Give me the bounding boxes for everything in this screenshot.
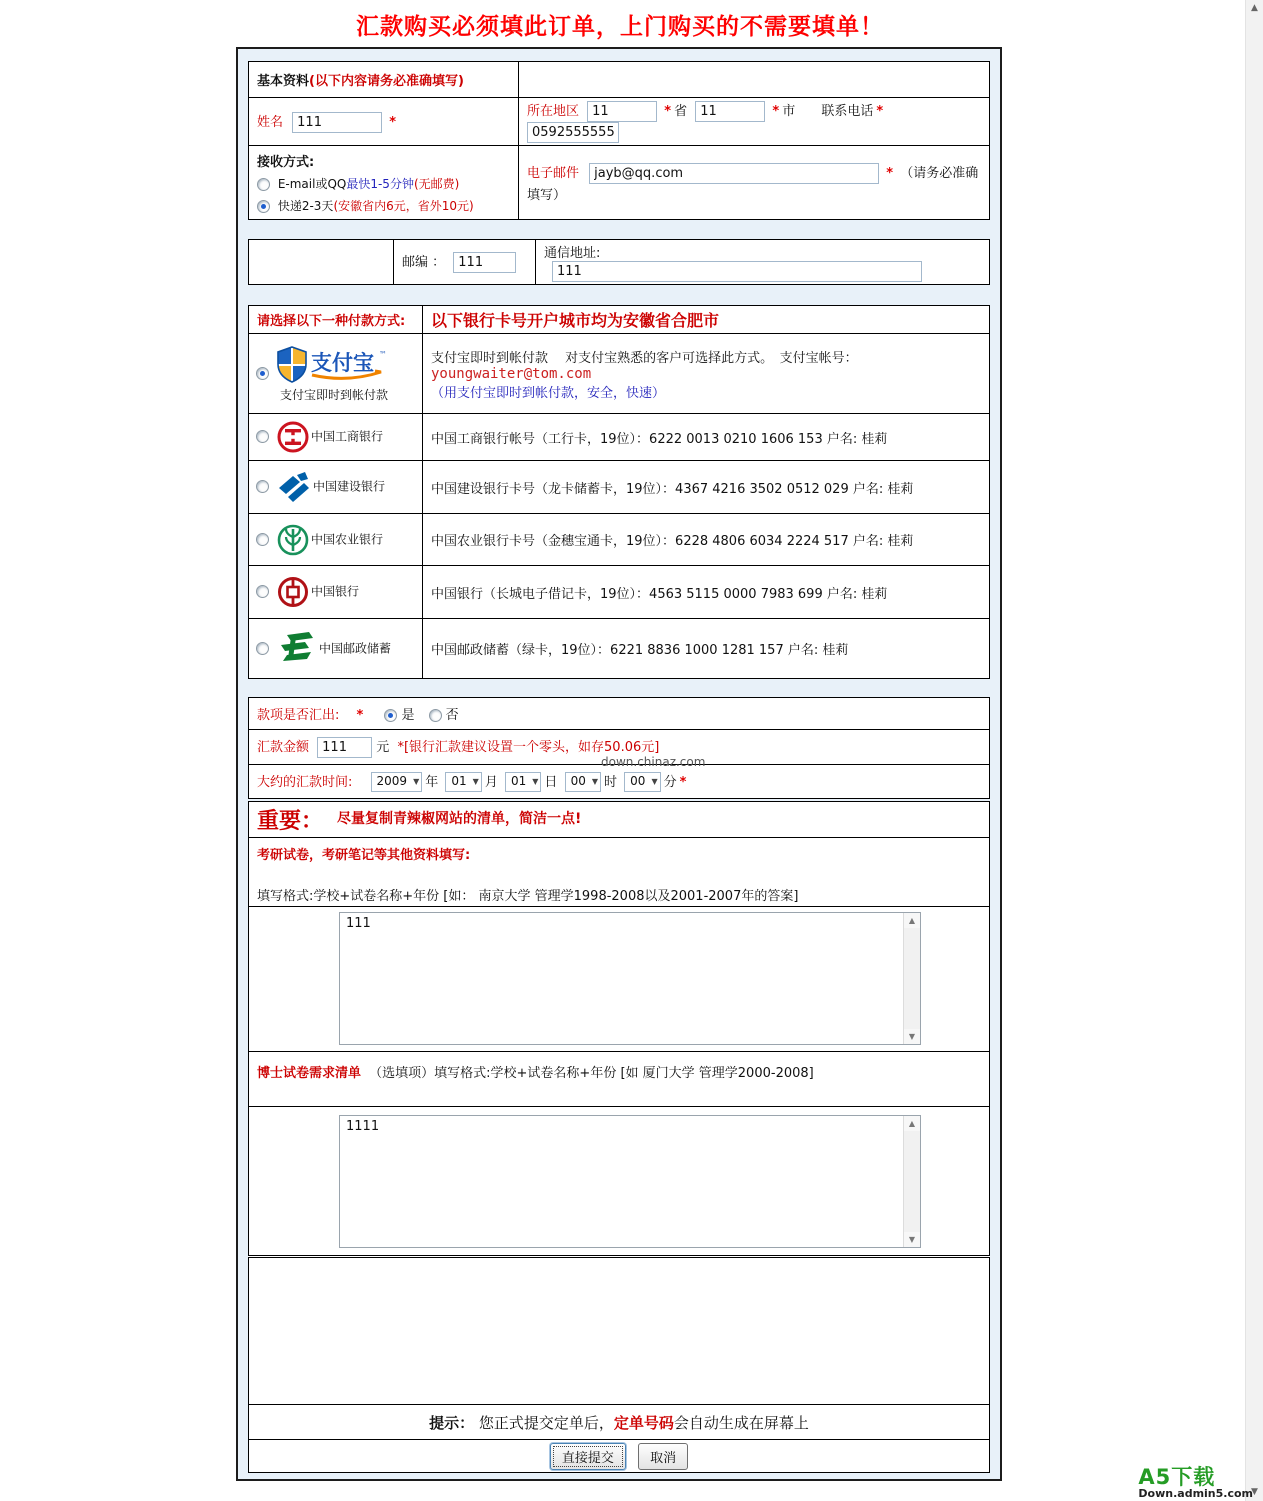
- amount-yuan-label: 元: [376, 740, 390, 755]
- exam-textarea[interactable]: 111 ▲ ▼: [339, 912, 921, 1045]
- icbc-radio[interactable]: [256, 430, 269, 443]
- order-form-container: [236, 47, 1002, 1481]
- mail-empty-cell: [249, 240, 394, 285]
- phone-required-asterisk: *: [876, 104, 884, 119]
- scrollbar-down-icon[interactable]: ▼: [1251, 1487, 1258, 1497]
- abc-radio[interactable]: [256, 533, 269, 546]
- alipay-caption: 支付宝即时到帐付款: [279, 387, 388, 402]
- submit-button[interactable]: 直接提交: [550, 1443, 626, 1470]
- basic-info-header-empty-cell: [519, 62, 990, 98]
- important-heading: 重要：: [257, 809, 324, 834]
- ccb-radio[interactable]: [256, 480, 269, 493]
- hour-unit: 时: [604, 774, 618, 790]
- psbc-bank-icon: [275, 630, 319, 668]
- page-scrollbar[interactable]: [1245, 0, 1263, 1501]
- email-note: （请务必准确填写）: [527, 166, 979, 203]
- remit-no-radio[interactable]: [429, 709, 442, 722]
- region-label: 所在地区: [527, 104, 580, 119]
- year-unit: 年: [425, 774, 439, 790]
- remittance-table: [248, 697, 990, 799]
- payment-method-table: [248, 305, 990, 679]
- icbc-bank-name: 中国工商银行: [311, 429, 384, 444]
- name-required-asterisk: *: [389, 114, 397, 130]
- cancel-button[interactable]: 取消: [638, 1443, 688, 1470]
- receive-email-option: E-mail或QQ: [277, 177, 347, 191]
- exam-textarea-scrollbar[interactable]: [903, 913, 920, 1044]
- alipay-desc-note: （用支付宝即时到帐付款，安全，快速）: [431, 385, 666, 401]
- name-input[interactable]: [292, 112, 382, 133]
- scroll-up-icon[interactable]: ▲: [904, 1116, 920, 1131]
- ccb-bank-icon: [275, 469, 313, 505]
- svg-text:™: ™: [379, 349, 387, 359]
- empty-spacer-cell: [249, 1257, 990, 1405]
- tip-text-2: 会自动生成在屏幕上: [673, 1413, 809, 1432]
- boc-bank-name: 中国银行: [311, 584, 360, 599]
- phd-section-title: 博士试卷需求清单: [257, 1066, 362, 1081]
- tip-order-number: 定单号码: [613, 1413, 674, 1432]
- zip-label: 邮编 ：: [402, 255, 446, 270]
- alipay-account: youngwaiter@tom.com: [431, 365, 592, 382]
- province-input[interactable]: [587, 101, 657, 122]
- icbc-bank-icon: [275, 419, 311, 455]
- ccb-bank-name: 中国建设银行: [313, 479, 386, 494]
- a5-watermark-url: Down.admin5.com: [1138, 1487, 1253, 1500]
- chevron-down-icon: ▼: [413, 777, 420, 787]
- zip-input[interactable]: [453, 252, 516, 273]
- alipay-logo-icon: [275, 345, 393, 385]
- svg-text:支付宝: [311, 351, 374, 375]
- phone-label: 联系电话: [821, 104, 874, 119]
- email-label: 电子邮件: [527, 166, 580, 181]
- receive-email-option-note: (无邮费): [413, 177, 460, 191]
- remit-time-label: 大约的汇款时间:: [257, 774, 353, 790]
- alipay-radio[interactable]: [256, 367, 269, 380]
- city-input[interactable]: [695, 101, 765, 122]
- chevron-down-icon: ▼: [472, 777, 479, 787]
- remit-no-label: 否: [445, 708, 459, 723]
- important-note: 尽量复制青辣椒网站的清单，简洁一点!: [337, 811, 582, 827]
- basic-info-heading-note: (以下内容请务必准确填写): [309, 74, 464, 89]
- psbc-radio[interactable]: [256, 642, 269, 655]
- email-input[interactable]: [589, 163, 879, 184]
- scroll-down-icon[interactable]: ▼: [904, 1232, 920, 1247]
- exam-format-hint: 填写格式:学校+试卷名称+年份 [如： 南京大学 管理学1998-2008以及2001-2007年的答案]: [257, 889, 799, 904]
- psbc-account-desc: 中国邮政储蓄（绿卡，19位）：6221 8836 1000 1281 157 户名: 桂莉: [423, 619, 990, 679]
- a5-watermark: [1138, 1467, 1253, 1499]
- mail-address-table: [248, 239, 990, 285]
- month-unit: 月: [484, 774, 498, 790]
- address-label: 通信地址:: [544, 246, 601, 261]
- amount-input[interactable]: [317, 737, 372, 758]
- chevron-down-icon: ▼: [651, 777, 658, 787]
- exam-section-title: 考研试卷，考研笔记等其他资料填写:: [257, 848, 471, 863]
- abc-bank-name: 中国农业银行: [311, 532, 384, 546]
- month-select[interactable]: 01 ▼: [445, 772, 481, 792]
- amount-label: 汇款金额: [257, 740, 310, 755]
- receive-method-label: 接收方式:: [257, 155, 315, 170]
- time-required-asterisk: *: [679, 774, 687, 790]
- scroll-down-icon[interactable]: ▼: [904, 1029, 920, 1044]
- ccb-account-desc: 中国建设银行卡号（龙卡储蓄卡，19位）：4367 4216 3502 0512 029 户名: 桂莉: [423, 461, 990, 514]
- email-required-asterisk: *: [886, 166, 894, 181]
- phd-textarea-scrollbar[interactable]: [903, 1116, 920, 1247]
- phd-textarea[interactable]: 1111 ▲ ▼: [339, 1115, 921, 1248]
- minute-select[interactable]: 00 ▼: [624, 772, 660, 792]
- day-unit: 日: [544, 774, 558, 790]
- alipay-logo-text: 支付宝: [311, 350, 374, 375]
- order-details-table: [248, 801, 990, 1473]
- psbc-bank-name: 中国邮政储蓄: [319, 641, 392, 655]
- remit-yes-radio[interactable]: [384, 709, 397, 722]
- address-input[interactable]: [552, 261, 922, 282]
- receive-email-option-time: 最快1-5分钟: [346, 177, 414, 191]
- phd-format-hint: （选填项）填写格式:学校+试卷名称+年份 [如 厦门大学 管理学2000-2008]: [369, 1066, 814, 1081]
- scroll-up-icon[interactable]: ▲: [904, 913, 920, 928]
- a5-watermark-title: A5下载: [1138, 1465, 1216, 1489]
- receive-express-radio[interactable]: [257, 200, 270, 213]
- chinaz-watermark: down.chinaz.com: [601, 755, 706, 769]
- remit-sent-label: 款项是否汇出:: [257, 708, 340, 723]
- basic-info-table: [248, 61, 990, 220]
- remit-yes-label: 是: [401, 708, 415, 723]
- scrollbar-up-icon[interactable]: ▲: [1251, 3, 1258, 13]
- icbc-account-desc: 中国工商银行帐号（工行卡，19位）：6222 0013 0210 1606 153 户名: 桂莉: [423, 414, 990, 461]
- remit-sent-asterisk: *: [356, 708, 364, 723]
- day-select[interactable]: 01 ▼: [505, 772, 541, 792]
- page-title: 汇款购买必须填此订单，上门购买的不需要填单！: [356, 14, 884, 40]
- alipay-desc: 支付宝即时到帐付款 对支付宝熟悉的客户可选择此方式。 支付宝帐号：: [431, 350, 858, 366]
- payment-method-header: 请选择以下一种付款方式:: [257, 314, 406, 329]
- bank-city-header: 以下银行卡号开户城市均为安徽省合肥市: [431, 311, 720, 330]
- basic-info-heading: 基本资料: [257, 74, 310, 89]
- phone-input[interactable]: [527, 122, 619, 143]
- boc-radio[interactable]: [256, 585, 269, 598]
- hour-select[interactable]: 00 ▼: [565, 772, 601, 792]
- receive-email-radio[interactable]: [257, 178, 270, 191]
- receive-express-option-note: (安徽省内6元，省外10元): [333, 199, 474, 213]
- boc-bank-icon: [275, 574, 311, 610]
- amount-note: *[银行汇款建议设置一个零头，如存50.06元]: [397, 740, 660, 755]
- abc-bank-icon: [275, 522, 311, 558]
- city-required-asterisk: *: [772, 104, 780, 119]
- province-suffix: 省: [674, 104, 688, 119]
- tip-text-1: 您正式提交定单后，: [478, 1413, 614, 1432]
- name-label: 姓名: [257, 114, 284, 130]
- receive-express-option: 快递2-3天: [277, 199, 334, 213]
- city-suffix: 市: [782, 104, 796, 119]
- boc-account-desc: 中国银行（长城电子借记卡，19位）：4563 5115 0000 7983 699 户名: 桂莉: [423, 566, 990, 619]
- abc-account-desc: 中国农业银行卡号（金穗宝通卡，19位）：6228 4806 6034 2224 517 户名: 桂莉: [423, 514, 990, 566]
- chevron-down-icon: ▼: [591, 777, 599, 787]
- province-required-asterisk: *: [664, 104, 672, 119]
- minute-unit: 分: [663, 774, 677, 790]
- chevron-down-icon: ▼: [532, 777, 539, 787]
- tip-label: 提示：: [429, 1413, 475, 1432]
- year-select[interactable]: 2009 ▼: [371, 772, 423, 792]
